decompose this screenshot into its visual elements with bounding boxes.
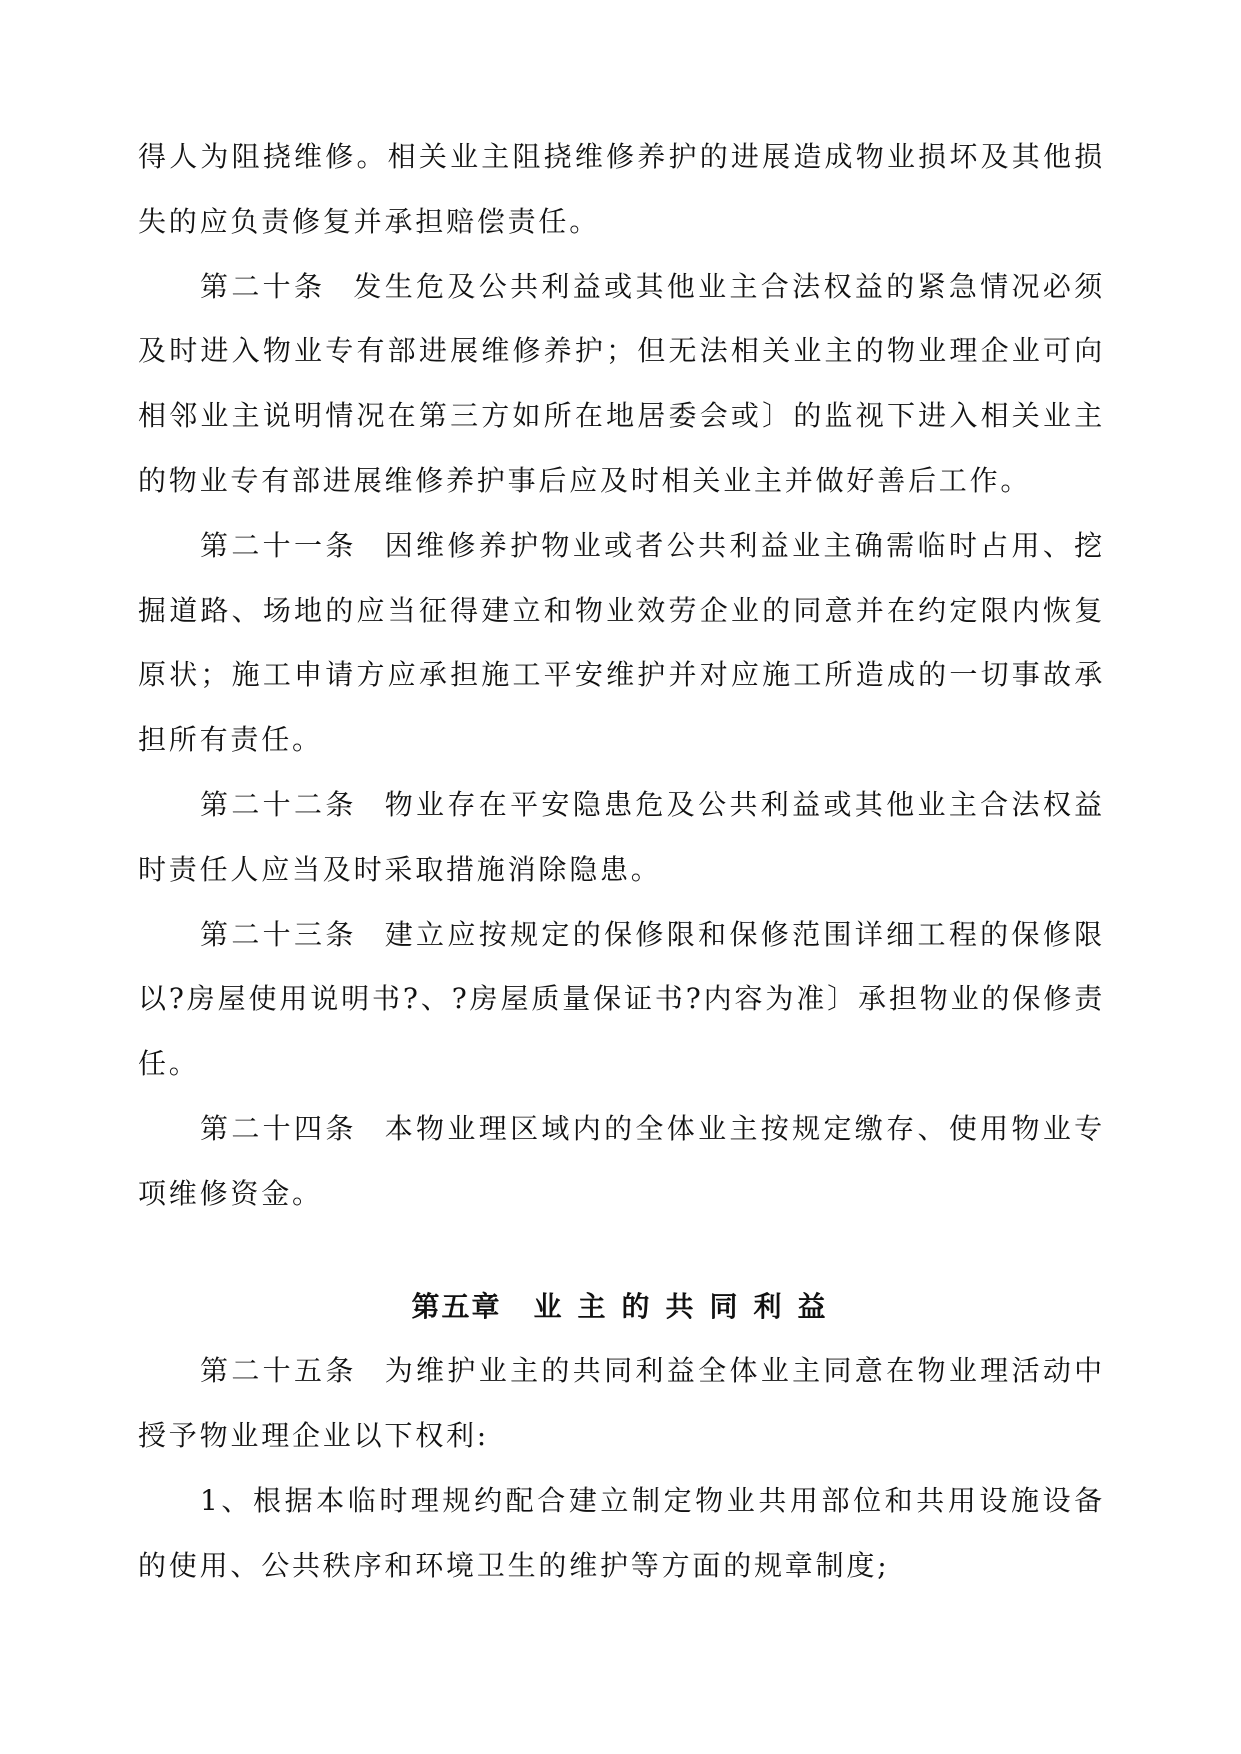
article-number: 第二十三条 [200,917,357,951]
list-item-text: 1、根据本临时理规约配合建立制定物业共用部位和共用设施设备的使用、公共秩序和环境卫生的维护等方面的规章制度; [138,1483,1105,1582]
article-text: 物业存在平安隐患危及公共利益或其他业主合法权益时责任人应当及时采取措施消除隐患。 [138,787,1105,886]
article-text: 本物业理区域内的全体业主按规定缴存、使用物业专项维修资金。 [138,1111,1105,1210]
article-24 [138,1097,1105,1227]
article-text: 为维护业主的共同利益全体业主同意在物业理活动中授予物业理企业以下权利: [138,1354,1105,1453]
article-number: 第二十四条 [200,1111,357,1145]
chapter-title: 业主的共同利益 [533,1289,842,1323]
article-21 [138,514,1105,773]
chapter-heading [138,1275,1105,1340]
list-item-1 [138,1469,1105,1599]
article-text: 建立应按规定的保修限和保修范围详细工程的保修限以?房屋使用说明书?、?房屋质量保证书?内容为准〕承担物业的保修责任。 [138,917,1105,1081]
paragraph-text: 得人为阻挠维修。相关业主阻挠维修养护的进展造成物业损坏及其他损失的应负责修复并承担赔偿责任。 [138,140,1105,238]
article-text: 发生危及公共利益或其他业主合法权益的紧急情况必须及时进入物业专有部进展维修养护；但无法相关业主的物业理企业可向相邻业主说明情况在第三方如所在地居委会或〕的监视下进入相关业主的物业专有部进展维修养护事后应及时相关业主并做好善后工作。 [138,269,1106,497]
article-text: 因维修养护物业或者公共利益业主确需临时占用、挖掘道路、场地的应当征得建立和物业效劳企业的同意并在约定限内恢复原状；施工申请方应承担施工平安维护并对应施工所造成的一切事故承担所有责任。 [138,528,1105,757]
paragraph-continuation [138,125,1105,255]
article-number: 第二十二条 [200,787,357,821]
article-number: 第二十五条 [200,1354,357,1388]
article-20 [138,255,1105,514]
section-spacer [138,1227,1105,1275]
article-number: 第二十条 [200,269,326,303]
article-25 [138,1339,1105,1469]
document-body [138,125,1105,1599]
article-number: 第二十一条 [200,528,357,562]
article-22 [138,773,1105,903]
article-23 [138,903,1105,1097]
chapter-number: 第五章 [411,1289,502,1323]
